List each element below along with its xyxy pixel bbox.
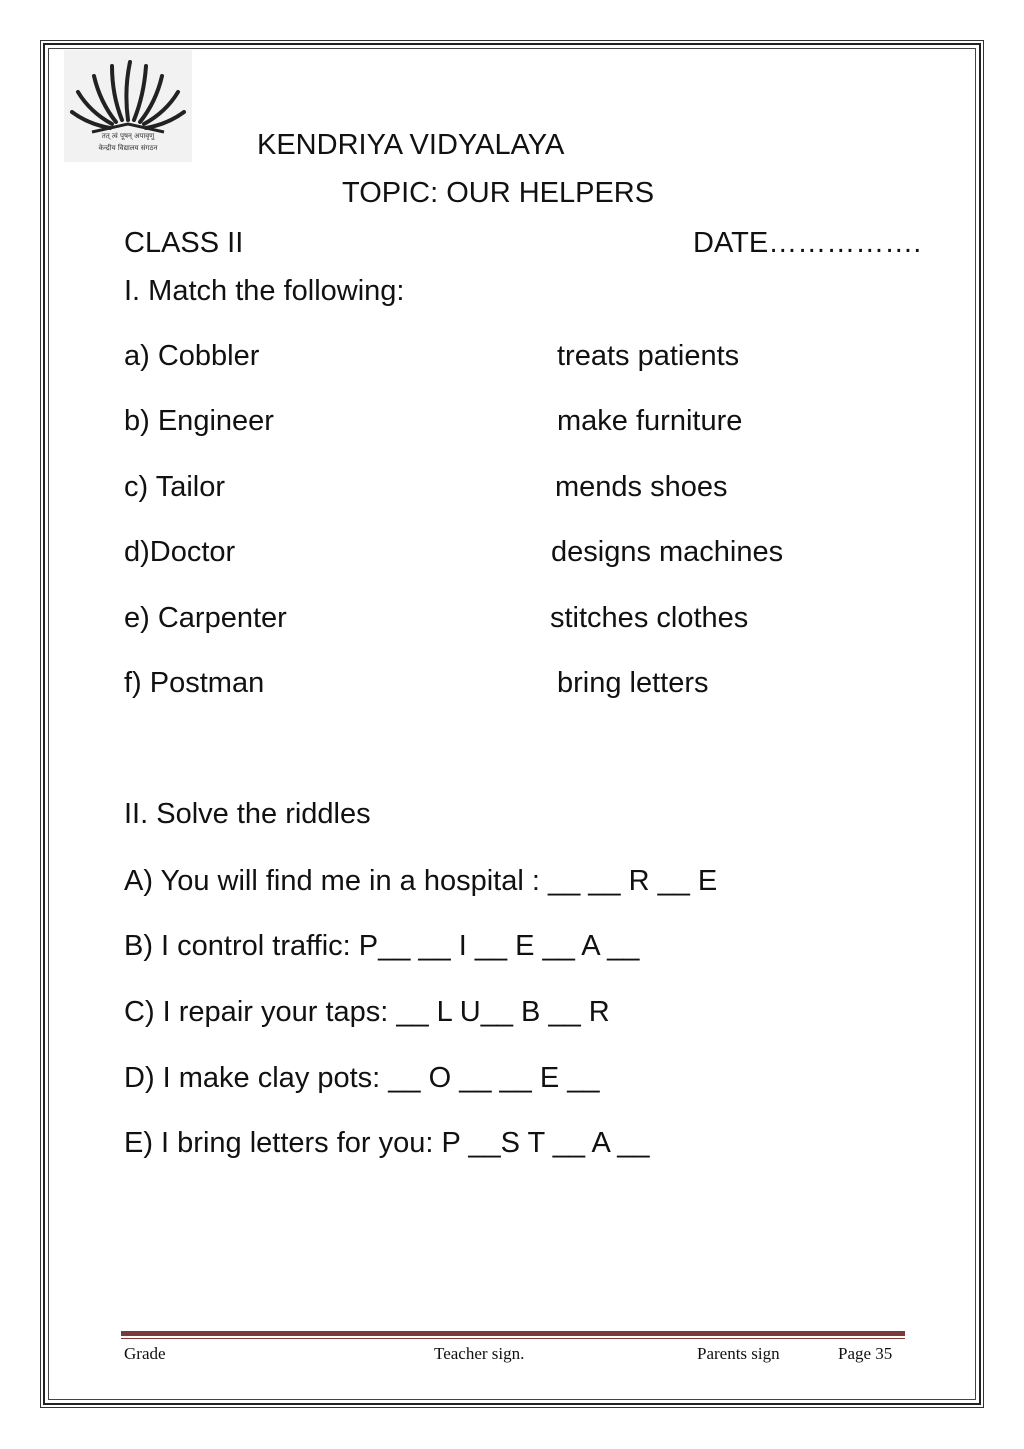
class-label: CLASS II — [124, 227, 244, 259]
riddle-item: A) You will find me in a hospital : __ __ R __ E — [124, 865, 718, 897]
footer-rule-thin — [121, 1338, 905, 1339]
match-right-item: make furniture — [557, 405, 743, 437]
match-right-item: bring letters — [557, 667, 709, 699]
riddle-item: C) I repair your taps: __ L U__ B __ R — [124, 996, 610, 1028]
match-left-item: a) Cobbler — [124, 340, 260, 372]
footer-parents-sign: Parents sign — [697, 1344, 780, 1363]
match-right-item: stitches clothes — [550, 602, 749, 634]
footer-teacher-sign: Teacher sign. — [434, 1344, 525, 1363]
match-left-item: d)Doctor — [124, 536, 236, 568]
riddle-item: E) I bring letters for you: P __S T __ A __ — [124, 1127, 650, 1159]
match-left-item: e) Carpenter — [124, 602, 287, 634]
kendriya-vidyalaya-logo — [64, 50, 192, 162]
logo-organization: केन्द्रीय विद्यालय संगठन — [98, 144, 158, 152]
section-match-title: I. Match the following: — [124, 275, 405, 307]
footer-grade: Grade — [124, 1344, 166, 1363]
school-name: KENDRIYA VIDYALAYA — [257, 129, 565, 161]
date-field: DATE……………. — [693, 227, 922, 259]
logo-motto: तत् त्वं पूषन् अपावृणु — [101, 132, 155, 140]
match-left-item: f) Postman — [124, 667, 265, 699]
riddle-item: D) I make clay pots: __ O __ __ E __ — [124, 1062, 600, 1094]
match-right-item: treats patients — [557, 340, 740, 372]
footer-page-number: Page 35 — [838, 1344, 893, 1363]
sun-rays-emblem-icon — [64, 50, 192, 138]
match-right-item: designs machines — [551, 536, 784, 568]
footer-rule-thick — [121, 1331, 905, 1336]
match-left-item: c) Tailor — [124, 471, 225, 503]
section-riddles-title: II. Solve the riddles — [124, 798, 371, 830]
match-left-item: b) Engineer — [124, 405, 274, 437]
riddle-item: B) I control traffic: P__ __ I __ E __ A __ — [124, 930, 640, 962]
match-right-item: mends shoes — [555, 471, 728, 503]
worksheet-topic: TOPIC: OUR HELPERS — [342, 177, 655, 209]
